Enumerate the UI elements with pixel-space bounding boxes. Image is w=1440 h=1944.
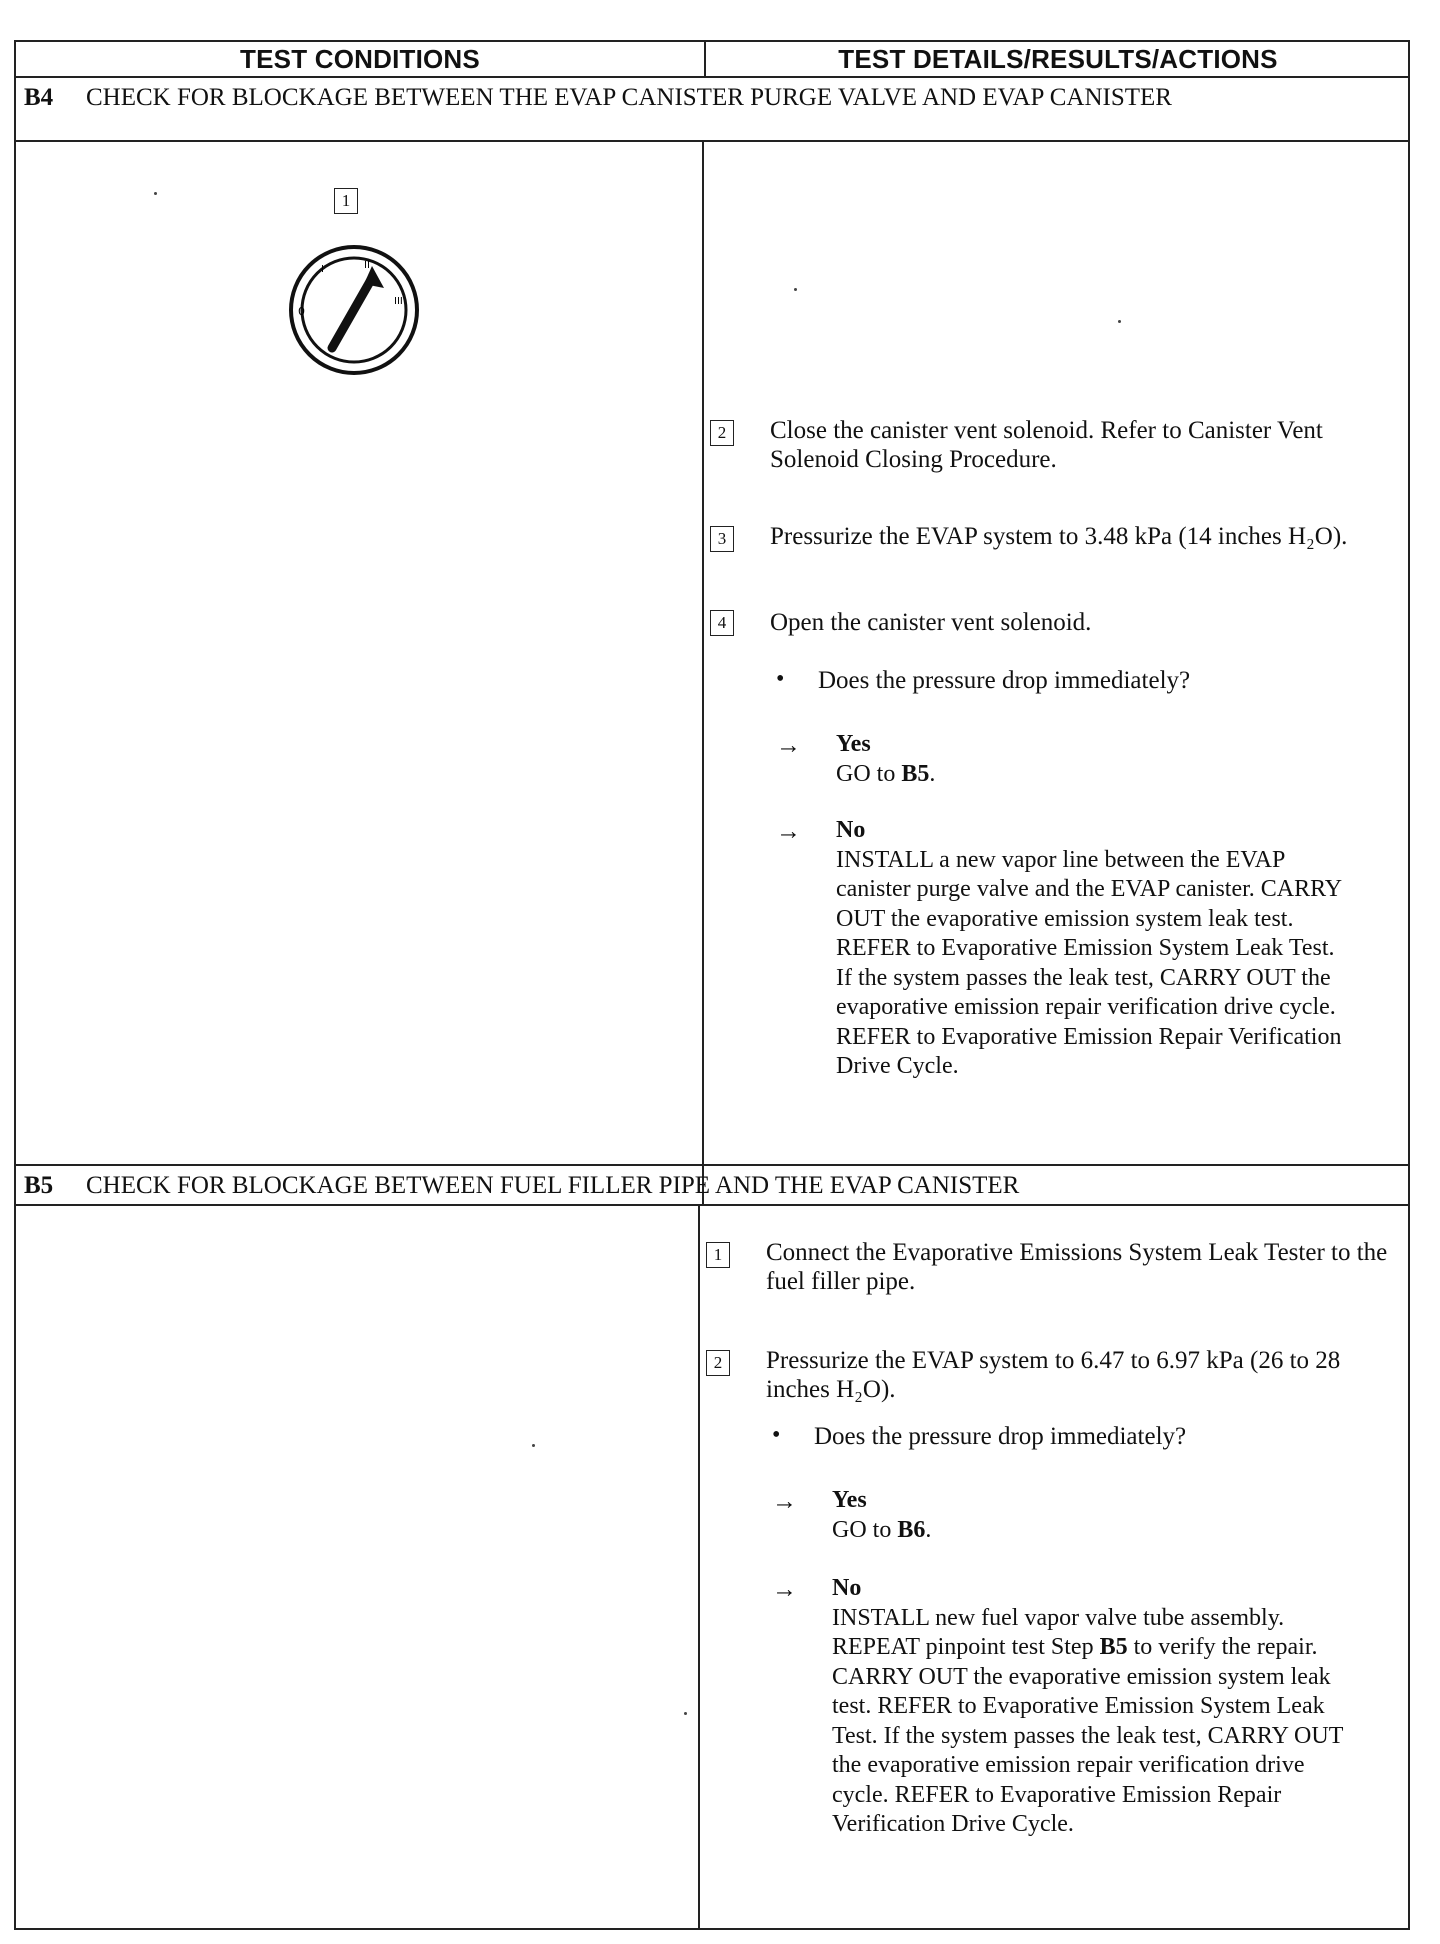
no-action-bold: B5 bbox=[1099, 1634, 1128, 1660]
ignition-key-switch-icon bbox=[284, 240, 424, 380]
svg-text:II: II bbox=[364, 260, 370, 271]
step-b4-number: B4 bbox=[24, 84, 54, 111]
step-b5-1-text: Connect the Evaporative Emissions System Leak Tester to the fuel filler pipe. bbox=[766, 1239, 1388, 1295]
table-header bbox=[16, 42, 1408, 78]
column-divider bbox=[702, 142, 704, 1206]
step-b5-number: B5 bbox=[24, 1172, 54, 1199]
yes-action-suffix: . bbox=[925, 1516, 932, 1543]
step-b5-no bbox=[832, 1574, 1352, 1840]
no-action-part1: INSTALL new fuel vapor valve tube assembly. REPEAT pinpoint test Step bbox=[832, 1604, 1285, 1660]
svg-text:0: 0 bbox=[298, 305, 305, 318]
arrow-right-icon: → bbox=[772, 1488, 797, 1515]
bullet-icon: • bbox=[772, 1422, 781, 1448]
no-action: INSTALL a new vapor line between the EVAP canister purge valve and the EVAP canister. CARRY OUT the evaporative emission system leak test. REFER to Evaporative Emission System Leak Test. If the system passes the leak test, CARRY OUT the evaporative emission repair verification drive cycle. REFER to Evaporative Emission Repair Verification Drive Cycle. bbox=[836, 846, 1342, 1079]
column-divider bbox=[698, 1206, 700, 1930]
yes-label: Yes bbox=[836, 731, 871, 757]
step-b4-2-text: Close the canister vent solenoid. Refer to Canister Vent Solenoid Closing Procedure. bbox=[770, 417, 1323, 473]
header-test-conditions: TEST CONDITIONS bbox=[16, 42, 706, 76]
step-b4-2-number: 2 bbox=[710, 420, 734, 446]
bullet-icon: • bbox=[776, 666, 785, 692]
scan-speck bbox=[794, 288, 797, 291]
no-label: No bbox=[836, 817, 866, 843]
step-b4-4-text: Open the canister vent solenoid. bbox=[770, 609, 1092, 636]
step-b5-yes bbox=[832, 1486, 1392, 1545]
step-b5-2-number: 2 bbox=[706, 1350, 730, 1376]
step-b5-title: CHECK FOR BLOCKAGE BETWEEN FUEL FILLER PIPE AND THE EVAP CANISTER bbox=[86, 1172, 1020, 1199]
step-b5-1-number: 1 bbox=[706, 1242, 730, 1268]
yes-action-prefix: GO to bbox=[836, 760, 902, 787]
step-b5-2-text: Pressurize the EVAP system to 6.47 to 6.97 kPa (26 to 28 inches H₂O). bbox=[766, 1347, 1341, 1403]
yes-action-prefix: GO to bbox=[832, 1516, 898, 1543]
yes-target: B6 bbox=[897, 1516, 926, 1543]
step-b5-question: Does the pressure drop immediately? bbox=[814, 1423, 1187, 1450]
step-b4-3-number: 3 bbox=[710, 526, 734, 552]
scan-speck bbox=[684, 1712, 687, 1715]
step-b4-no bbox=[836, 816, 1346, 1082]
step-b4-4-number: 4 bbox=[710, 610, 734, 636]
arrow-right-icon: → bbox=[772, 1576, 797, 1603]
header-test-details: TEST DETAILS/RESULTS/ACTIONS bbox=[838, 43, 1278, 74]
no-label: No bbox=[832, 1575, 862, 1601]
step-b4-title: CHECK FOR BLOCKAGE BETWEEN THE EVAP CANISTER PURGE VALVE AND EVAP CANISTER bbox=[86, 84, 1172, 111]
scan-speck bbox=[532, 1444, 535, 1447]
yes-target: B5 bbox=[901, 760, 930, 787]
no-action-part2: to verify the repair. CARRY OUT the evaporative emission system leak test. REFER to Evaporative Emission System Leak Test. If the system passes the leak test, CARRY OUT the evaporative emission repair verification drive cycle. REFER to Evaporative Emission Repair Verification Drive Cycle. bbox=[832, 1634, 1343, 1837]
step-b4-yes bbox=[836, 730, 1396, 789]
test-table bbox=[14, 40, 1410, 1930]
step-b5-title-row bbox=[16, 1164, 1408, 1206]
yes-label: Yes bbox=[832, 1487, 867, 1513]
svg-text:III: III bbox=[394, 296, 403, 307]
svg-text:I: I bbox=[321, 264, 324, 275]
step-b4-title-row bbox=[16, 78, 1408, 142]
yes-action-suffix: . bbox=[929, 760, 936, 787]
arrow-right-icon: → bbox=[776, 732, 801, 759]
scan-speck bbox=[1118, 320, 1121, 323]
step-b4-question: Does the pressure drop immediately? bbox=[818, 667, 1191, 694]
illustration-step-number: 1 bbox=[334, 188, 358, 214]
arrow-right-icon: → bbox=[776, 818, 801, 845]
step-b4-3-text: Pressurize the EVAP system to 3.48 kPa (14 inches H₂O). bbox=[770, 523, 1348, 550]
scan-speck bbox=[154, 192, 157, 195]
